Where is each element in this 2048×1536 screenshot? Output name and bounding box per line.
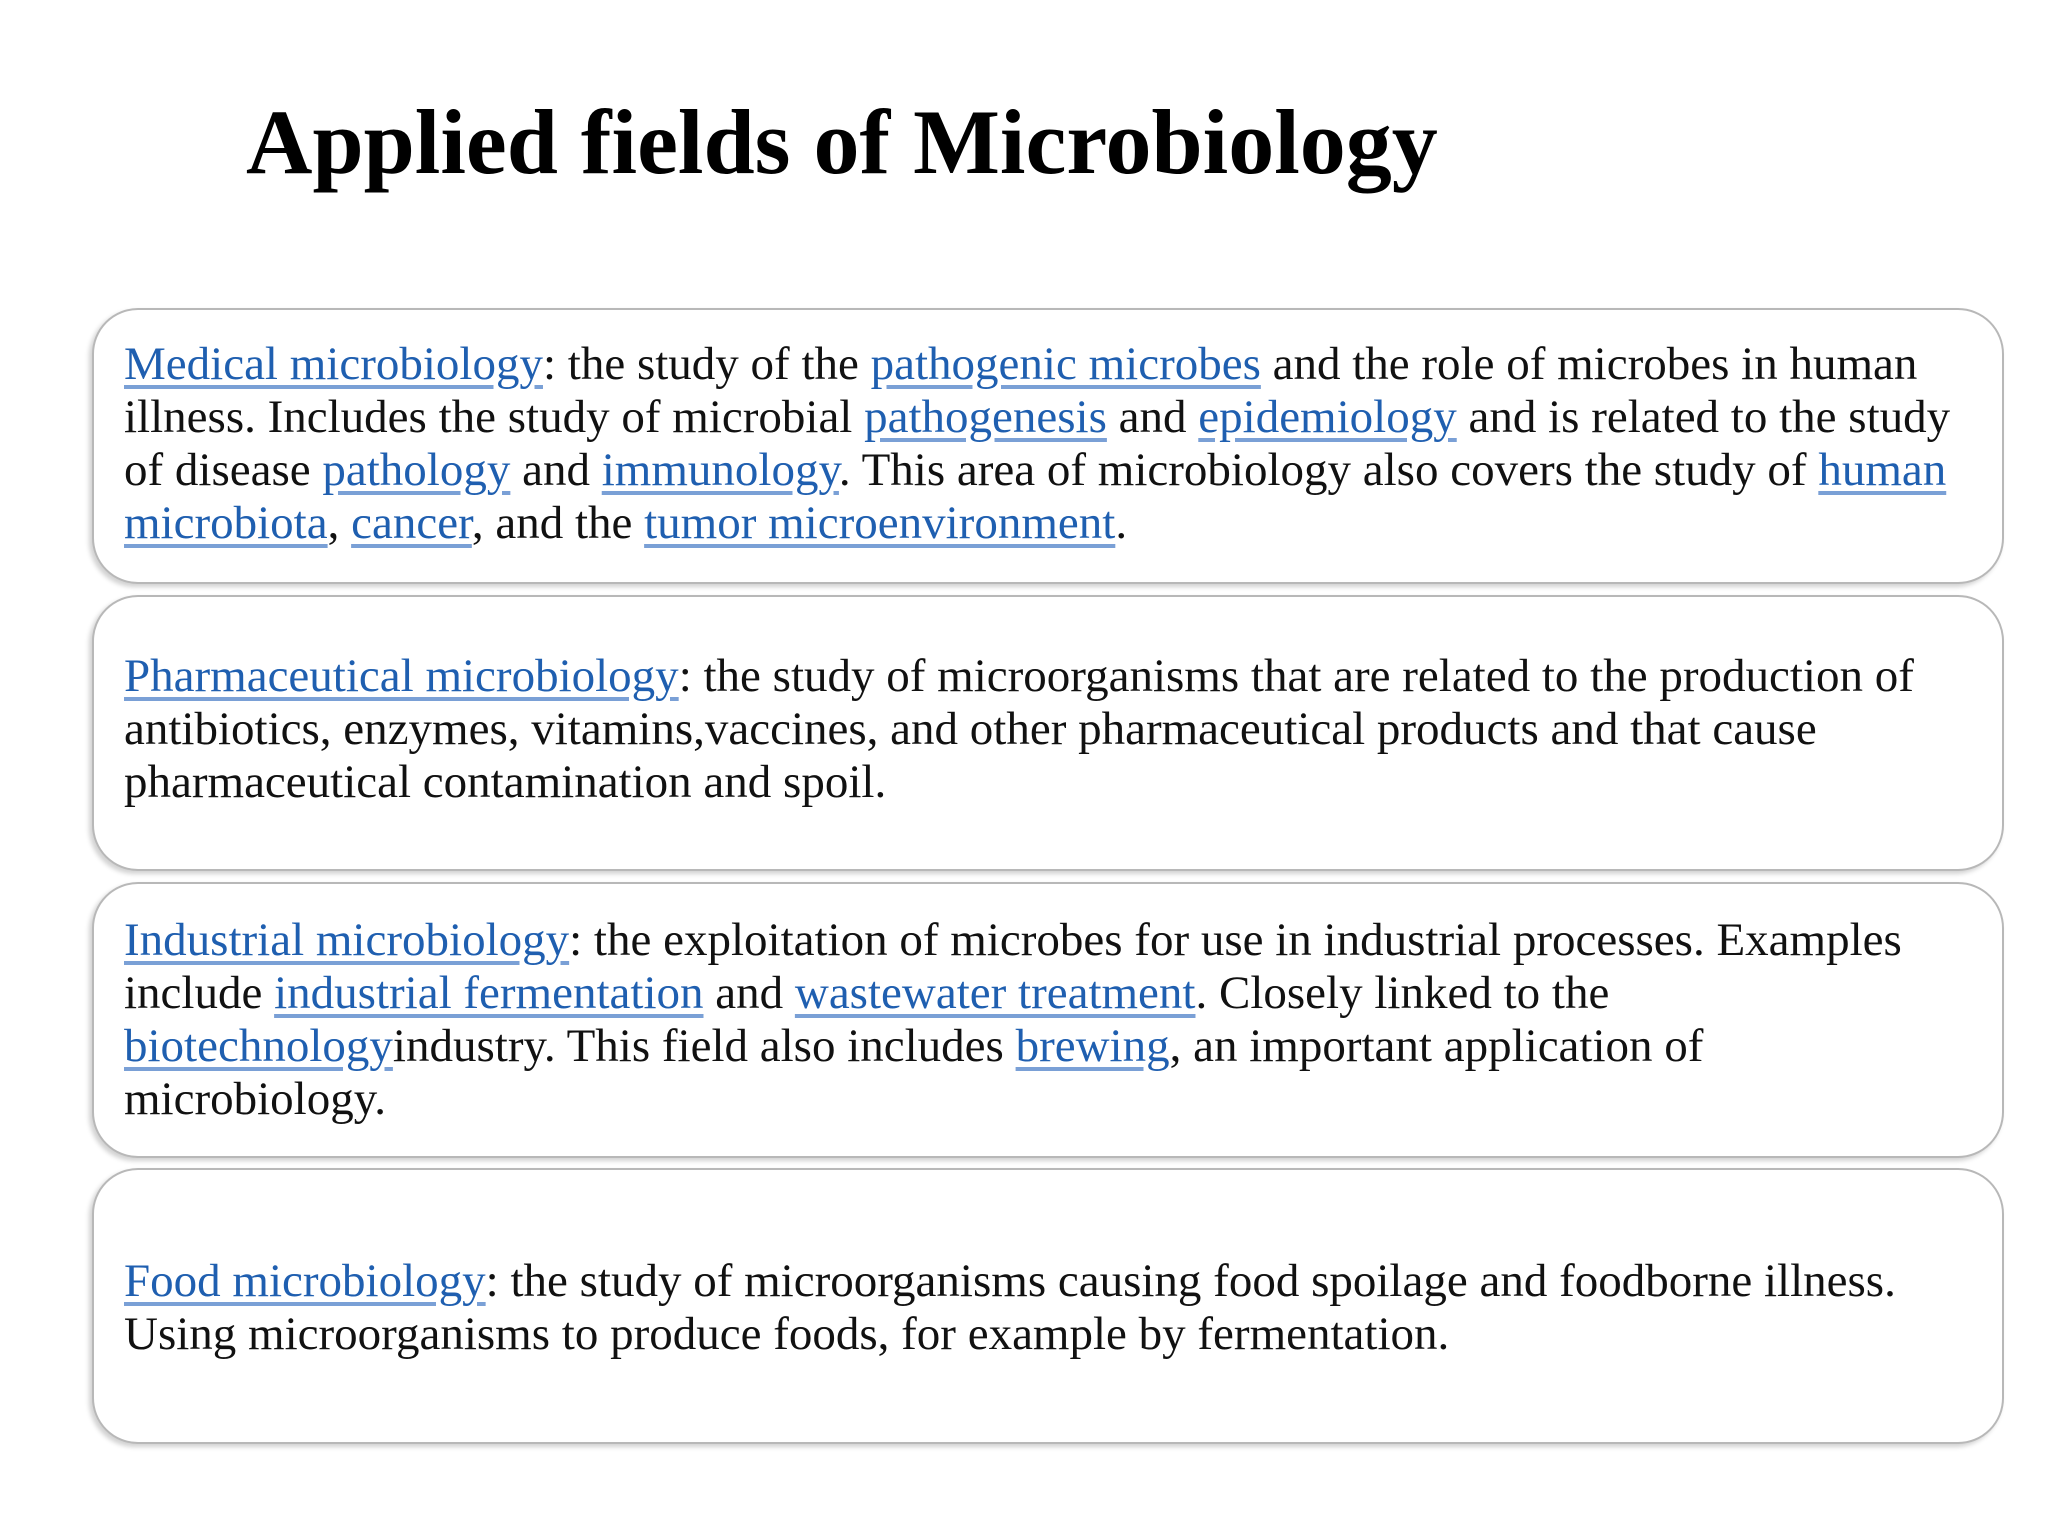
link-pathogenesis[interactable]: pathogenesis — [864, 391, 1107, 443]
body-text: : the study of microorganisms that are related to the production of antibiotics, enzymes, vitamins,vaccines, and other pharmaceutical products and that cause pharmaceutical contamination and spoil. — [124, 650, 1914, 808]
body-text: , — [327, 497, 352, 549]
section-text — [124, 338, 1968, 550]
link-food-microbiology[interactable]: Food microbiology — [124, 1255, 486, 1307]
link-immunology[interactable]: immunology — [601, 444, 839, 496]
link-tumor-microenvironment[interactable]: tumor microenvironment — [644, 497, 1116, 549]
link-brewing[interactable]: brewing — [1015, 1020, 1170, 1072]
body-text: , and the — [471, 497, 645, 549]
body-text: and — [1106, 391, 1199, 443]
section-box-pharmaceutical-microbiology — [92, 595, 2004, 871]
body-text: : the study of microorganisms causing food spoilage and foodborne illness. Using microorganisms to produce foods, for example by fermentation. — [124, 1255, 1896, 1360]
body-text: . Closely linked to the — [1195, 967, 1610, 1019]
body-text: and — [703, 967, 795, 1019]
section-text — [124, 1255, 1968, 1361]
link-biotechnology[interactable]: biotechnology — [124, 1020, 393, 1072]
link-wastewater-treatment[interactable]: wastewater treatment — [794, 967, 1196, 1019]
body-text: : the exploitation of microbes for use in industrial processes. Examples include — [124, 914, 1902, 1019]
body-text: and the role of microbes in human illness. Includes the study of microbial — [124, 338, 1918, 443]
link-human-microbiota[interactable]: human microbiota — [124, 444, 1947, 549]
section-text — [124, 650, 1968, 809]
body-text: and is related to the study of disease — [124, 391, 1951, 496]
body-text: . — [1115, 497, 1128, 549]
link-pathogenic-microbes[interactable]: pathogenic microbes — [870, 338, 1261, 390]
body-text: industry. This field also includes — [392, 1020, 1016, 1072]
section-box-medical-microbiology — [92, 308, 2004, 584]
link-medical-microbiology[interactable]: Medical microbiology — [124, 338, 543, 390]
body-text: : the study of the — [542, 338, 871, 390]
section-text — [124, 914, 1968, 1126]
section-box-industrial-microbiology — [92, 882, 2004, 1158]
link-pharmaceutical-microbiology[interactable]: Pharmaceutical microbiology — [124, 650, 679, 702]
body-text: . This area of microbiology also covers the study of — [838, 444, 1819, 496]
link-epidemiology[interactable]: epidemiology — [1198, 391, 1457, 443]
body-text: and — [510, 444, 602, 496]
link-industrial-fermentation[interactable]: industrial fermentation — [274, 967, 704, 1019]
link-pathology[interactable]: pathology — [322, 444, 511, 496]
link-industrial-microbiology[interactable]: Industrial microbiology — [124, 914, 570, 966]
body-text: , an important application of microbiology. — [124, 1020, 1704, 1125]
section-box-food-microbiology — [92, 1168, 2004, 1444]
link-cancer[interactable]: cancer — [351, 497, 472, 549]
slide-title: Applied fields of Microbiology — [246, 91, 1438, 193]
